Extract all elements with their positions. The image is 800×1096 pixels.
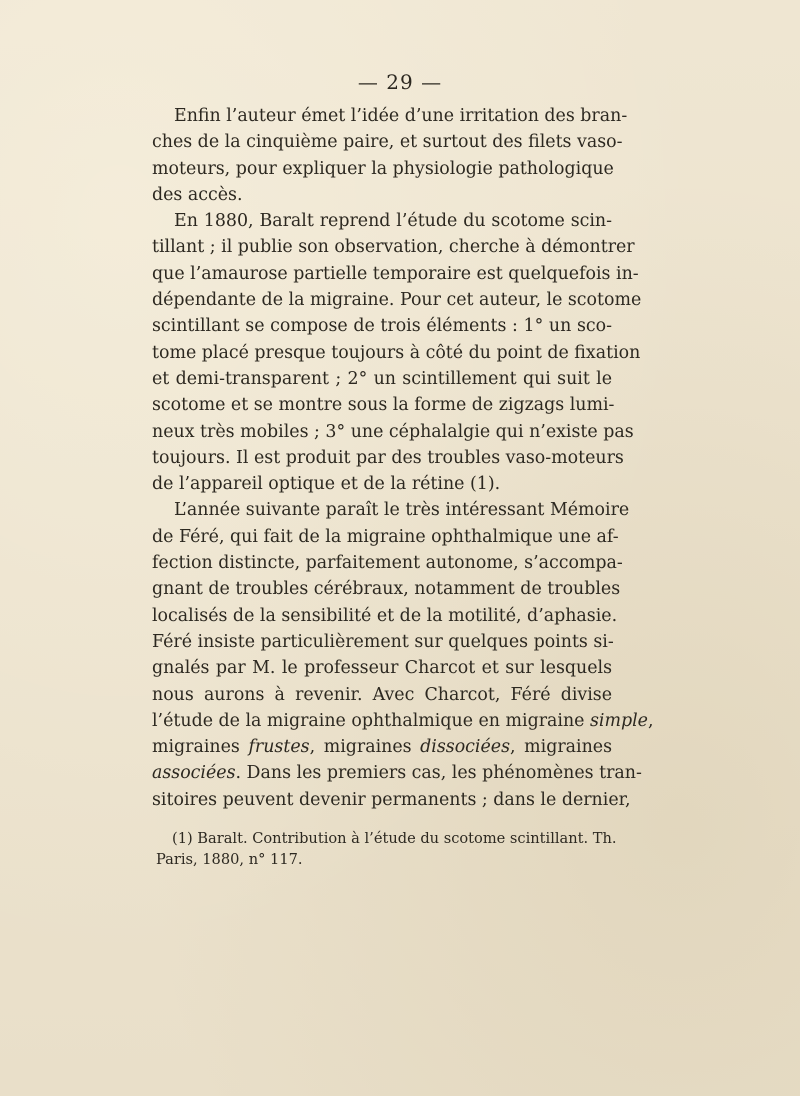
- text-line: nous aurons à revenir. Avec Charcot, Féré divise: [152, 684, 612, 705]
- text-line: Enfin l’auteur émet l’idée d’une irritation des bran-: [174, 106, 628, 126]
- text-line: scintillant se compose de trois éléments : 1° un sco-: [152, 316, 612, 337]
- text-line: de Féré, qui fait de la migraine ophthalmique une af-: [152, 526, 619, 547]
- text-line: gnant de troubles cérébraux, notamment de troubles: [152, 579, 621, 600]
- text-line: des accès.: [152, 184, 243, 205]
- text-line: et demi-transparent ; 2° un scintillement qui suit le: [152, 368, 612, 389]
- text-segment: migraines: [152, 737, 249, 758]
- text-segment: , migraines: [510, 737, 612, 758]
- body-text: [152, 103, 654, 813]
- footnote-line: (1) Baralt. Contribution à l’étude du scotome scintillant. Th.: [172, 830, 617, 847]
- footnote: [156, 828, 616, 870]
- text-segment: , migraines: [309, 737, 421, 758]
- text-line: tome placé presque toujours à côté du point de fixation: [152, 342, 641, 363]
- text-line: [152, 734, 612, 760]
- text-line: En 1880, Baralt reprend l’étude du scotome scin-: [174, 211, 612, 232]
- text-line: de l’appareil optique et de la rétine (1).: [152, 474, 501, 495]
- text-line: localisés de la sensibilité et de la motilité, d’aphasie.: [152, 605, 618, 626]
- text-line: gnalés par M. le professeur Charcot et sur lesquels: [152, 658, 612, 679]
- text-line: L’année suivante paraît le très intéressant Mémoire: [174, 500, 630, 521]
- text-line: ches de la cinquième paire, et surtout des filets vaso-: [152, 132, 623, 153]
- footnote-line: Paris, 1880, n° 117.: [156, 851, 303, 868]
- text-line: sitoires peuvent devenir permanents ; dans le dernier,: [152, 789, 631, 810]
- text-line: [152, 760, 642, 786]
- text-line: dépendante de la migraine. Pour cet auteur, le scotome: [152, 290, 642, 311]
- text-line: neux très mobiles ; 3° une céphalalgie qui n’existe pas: [152, 421, 634, 442]
- italic-term: simple: [589, 710, 648, 731]
- text-line: que l’amaurose partielle temporaire est quelquefois in-: [152, 263, 639, 284]
- text-segment: . Dans les premiers cas, les phénomènes tran-: [235, 763, 642, 784]
- text-line: [152, 708, 654, 734]
- text-line: tillant ; il publie son observation, cherche à démontrer: [152, 237, 635, 258]
- text-line: fection distincte, parfaitement autonome, s’accompa-: [152, 553, 623, 574]
- text-segment: l’étude de la migraine ophthalmique en migraine: [152, 710, 590, 731]
- text-line: Féré insiste particulièrement sur quelques points si-: [152, 631, 614, 652]
- italic-term: associées: [152, 763, 236, 784]
- text-line: scotome et se montre sous la forme de zigzags lumi-: [152, 395, 615, 416]
- page-number: — 29 —: [357, 70, 443, 94]
- text-line: toujours. Il est produit par des troubles vaso-moteurs: [152, 447, 624, 468]
- italic-term: frustes: [248, 737, 310, 758]
- italic-term: dissociées: [420, 737, 510, 758]
- text-segment: ,: [647, 710, 654, 731]
- text-line: moteurs, pour expliquer la physiologie pathologique: [152, 158, 614, 179]
